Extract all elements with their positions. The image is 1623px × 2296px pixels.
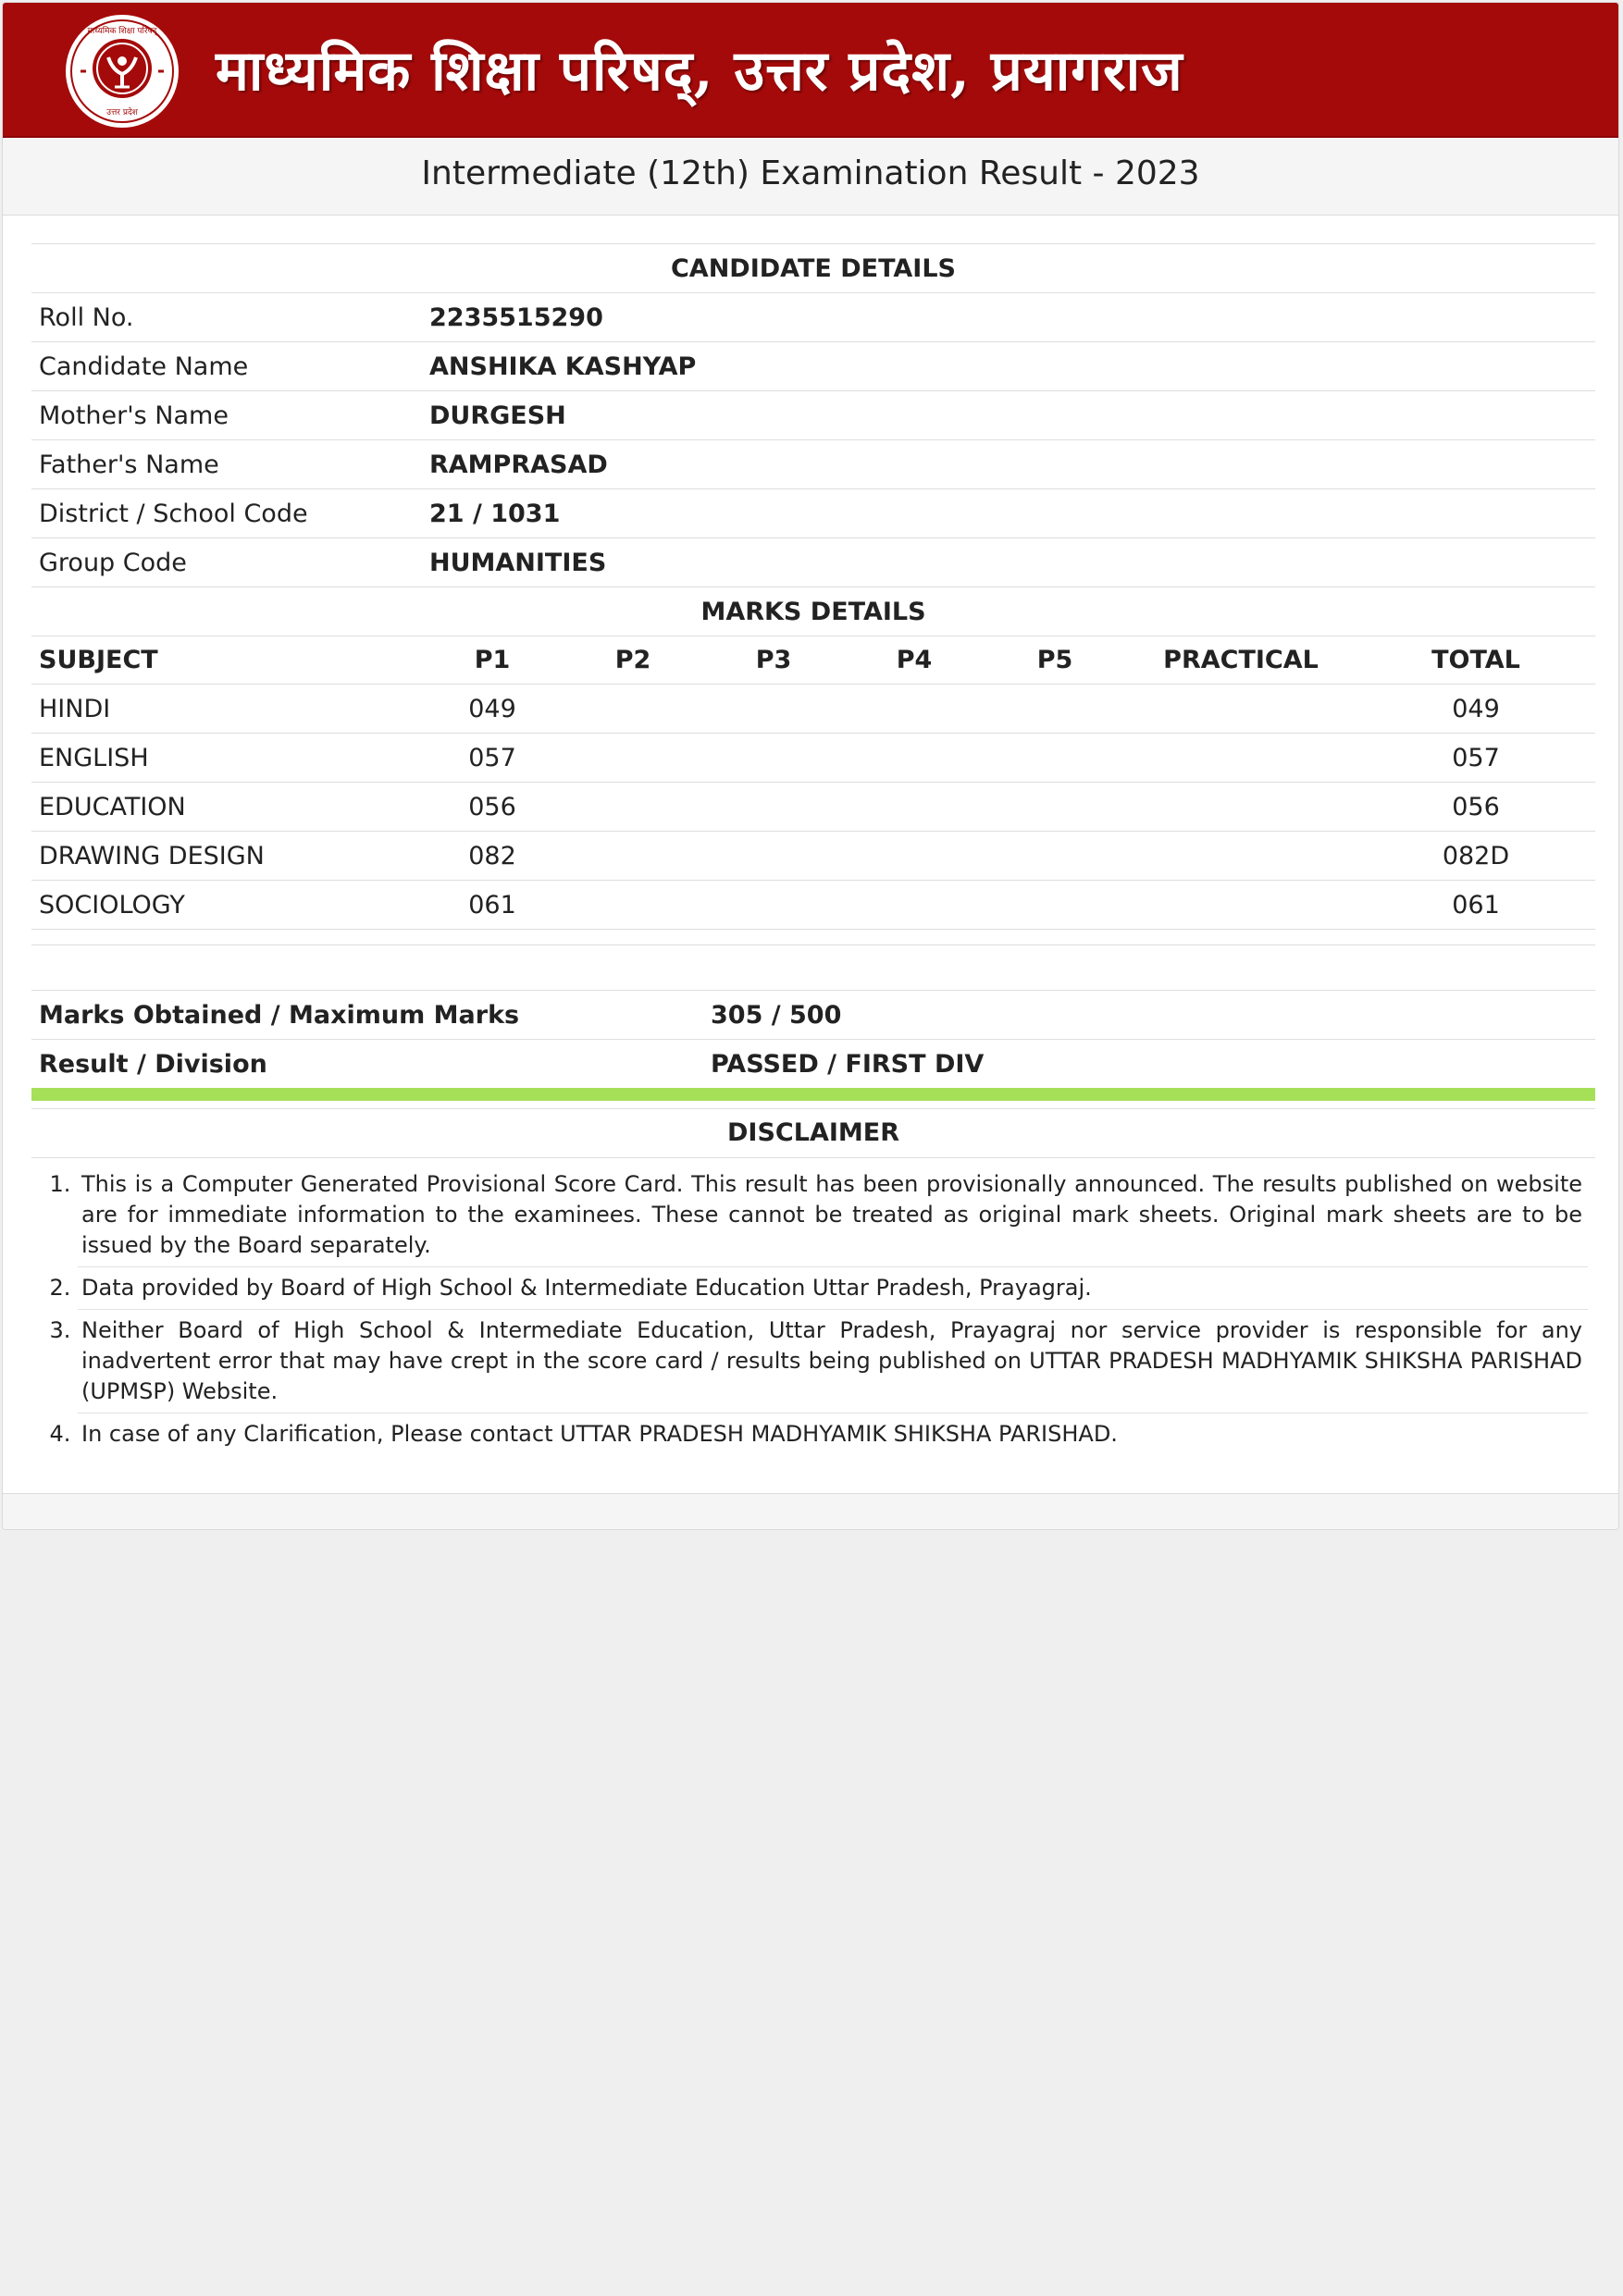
marks-obtained-label: Marks Obtained / Maximum Marks bbox=[31, 991, 703, 1040]
candidate-section-header bbox=[31, 244, 1595, 293]
disclaimer-list bbox=[39, 1164, 1588, 1455]
total-cell: 057 bbox=[1357, 734, 1595, 783]
detail-label: Father's Name bbox=[31, 440, 422, 489]
detail-row-name bbox=[31, 342, 1595, 391]
details-table bbox=[31, 243, 1595, 929]
marks-row bbox=[31, 881, 1595, 930]
p4-cell bbox=[844, 832, 985, 881]
card-footer bbox=[3, 1493, 1618, 1529]
practical-cell bbox=[1125, 881, 1357, 930]
candidate-section-title: CANDIDATE DETAILS bbox=[31, 244, 1595, 293]
marks-row bbox=[31, 783, 1595, 832]
seal-text-top: माध्यमिक शिक्षा परिषद् bbox=[87, 27, 157, 36]
practical-cell bbox=[1125, 685, 1357, 734]
col-header-p4: P4 bbox=[844, 636, 985, 685]
seal-text-bottom: उत्तर प्रदेश bbox=[106, 108, 138, 117]
marks-obtained-value: 305 / 500 bbox=[703, 991, 1595, 1040]
summary-spacer-row bbox=[31, 945, 1595, 991]
subject-cell: SOCIOLOGY bbox=[31, 881, 422, 930]
marks-row bbox=[31, 734, 1595, 783]
marks-section-header bbox=[31, 587, 1595, 636]
p2-cell bbox=[563, 734, 703, 783]
disclaimer-item: 3. Neither Board of High School & Intermediate Education, Uttar Pradesh, Prayagraj nor service provider is responsible for any inadvertent error that may have crept in the score card / results being published on UTTAR PRADESH MADHYAMIK SHIKSHA PARISHAD (UPMSP) Website. bbox=[78, 1310, 1588, 1413]
marks-row bbox=[31, 832, 1595, 881]
detail-label: Group Code bbox=[31, 538, 422, 587]
board-banner bbox=[3, 3, 1618, 138]
p4-cell bbox=[844, 881, 985, 930]
result-card bbox=[2, 2, 1619, 1530]
result-row bbox=[31, 1040, 1595, 1089]
p3-cell bbox=[703, 832, 844, 881]
p1-cell: 049 bbox=[422, 685, 563, 734]
board-title: माध्यमिक शिक्षा परिषद्, उत्तर प्रदेश, प्रयागराज bbox=[216, 39, 1183, 104]
disclaimer-item: 1. This is a Computer Generated Provisional Score Card. This result has been provisionally announced. The results published on website are for immediate information to the examinees. These cannot be treated as original mark sheets. Original mark sheets are to be issued by the Board separately. bbox=[78, 1164, 1588, 1267]
result-status-bar bbox=[31, 1088, 1595, 1101]
p4-cell bbox=[844, 783, 985, 832]
disclaimer-item: 4. In case of any Clarification, Please contact UTTAR PRADESH MADHYAMIK SHIKSHA PARISHAD. bbox=[78, 1413, 1588, 1455]
detail-label: Roll No. bbox=[31, 293, 422, 342]
detail-value: DURGESH bbox=[422, 391, 1595, 440]
p5-cell bbox=[985, 685, 1125, 734]
p2-cell bbox=[563, 685, 703, 734]
summary-table bbox=[31, 929, 1595, 1088]
p3-cell bbox=[703, 783, 844, 832]
p3-cell bbox=[703, 685, 844, 734]
detail-row-district bbox=[31, 489, 1595, 538]
detail-value: ANSHIKA KASHYAP bbox=[422, 342, 1595, 391]
p3-cell bbox=[703, 881, 844, 930]
p1-cell: 082 bbox=[422, 832, 563, 881]
total-cell: 082D bbox=[1357, 832, 1595, 881]
marks-header-row bbox=[31, 636, 1595, 685]
practical-cell bbox=[1125, 783, 1357, 832]
col-header-subject: SUBJECT bbox=[31, 636, 422, 685]
col-header-p1: P1 bbox=[422, 636, 563, 685]
total-cell: 049 bbox=[1357, 685, 1595, 734]
p5-cell bbox=[985, 881, 1125, 930]
subject-cell: DRAWING DESIGN bbox=[31, 832, 422, 881]
p1-cell: 057 bbox=[422, 734, 563, 783]
total-cell: 056 bbox=[1357, 783, 1595, 832]
col-header-p2: P2 bbox=[563, 636, 703, 685]
practical-cell bbox=[1125, 734, 1357, 783]
result-value: PASSED / FIRST DIV bbox=[703, 1040, 1595, 1089]
subject-cell: ENGLISH bbox=[31, 734, 422, 783]
p1-cell: 056 bbox=[422, 783, 563, 832]
detail-label: Mother's Name bbox=[31, 391, 422, 440]
detail-value: 21 / 1031 bbox=[422, 489, 1595, 538]
exam-title: Intermediate (12th) Examination Result - 2023 bbox=[3, 138, 1618, 216]
practical-cell bbox=[1125, 832, 1357, 881]
detail-row-roll bbox=[31, 293, 1595, 342]
p2-cell bbox=[563, 832, 703, 881]
p5-cell bbox=[985, 734, 1125, 783]
detail-label: Candidate Name bbox=[31, 342, 422, 391]
p2-cell bbox=[563, 881, 703, 930]
detail-label: District / School Code bbox=[31, 489, 422, 538]
col-header-p5: P5 bbox=[985, 636, 1125, 685]
result-label: Result / Division bbox=[31, 1040, 703, 1089]
detail-value: HUMANITIES bbox=[422, 538, 1595, 587]
p5-cell bbox=[985, 783, 1125, 832]
subject-cell: HINDI bbox=[31, 685, 422, 734]
result-content bbox=[31, 243, 1595, 1455]
board-seal-logo bbox=[64, 13, 180, 130]
marks-obtained-row bbox=[31, 991, 1595, 1040]
detail-value: RAMPRASAD bbox=[422, 440, 1595, 489]
summary-spacer-row bbox=[31, 930, 1595, 945]
disclaimer-title: DISCLAIMER bbox=[31, 1108, 1595, 1158]
p1-cell: 061 bbox=[422, 881, 563, 930]
col-header-total: TOTAL bbox=[1357, 636, 1595, 685]
subject-cell: EDUCATION bbox=[31, 783, 422, 832]
disclaimer-item: 2. Data provided by Board of High School & Intermediate Education Uttar Pradesh, Prayagraj. bbox=[78, 1267, 1588, 1310]
p4-cell bbox=[844, 734, 985, 783]
col-header-p3: P3 bbox=[703, 636, 844, 685]
p4-cell bbox=[844, 685, 985, 734]
total-cell: 061 bbox=[1357, 881, 1595, 930]
detail-value: 2235515290 bbox=[422, 293, 1595, 342]
p3-cell bbox=[703, 734, 844, 783]
p5-cell bbox=[985, 832, 1125, 881]
detail-row-group bbox=[31, 538, 1595, 587]
detail-row-father bbox=[31, 440, 1595, 489]
detail-row-mother bbox=[31, 391, 1595, 440]
marks-row bbox=[31, 685, 1595, 734]
p2-cell bbox=[563, 783, 703, 832]
marks-section-title: MARKS DETAILS bbox=[31, 587, 1595, 636]
col-header-practical: PRACTICAL bbox=[1125, 636, 1357, 685]
